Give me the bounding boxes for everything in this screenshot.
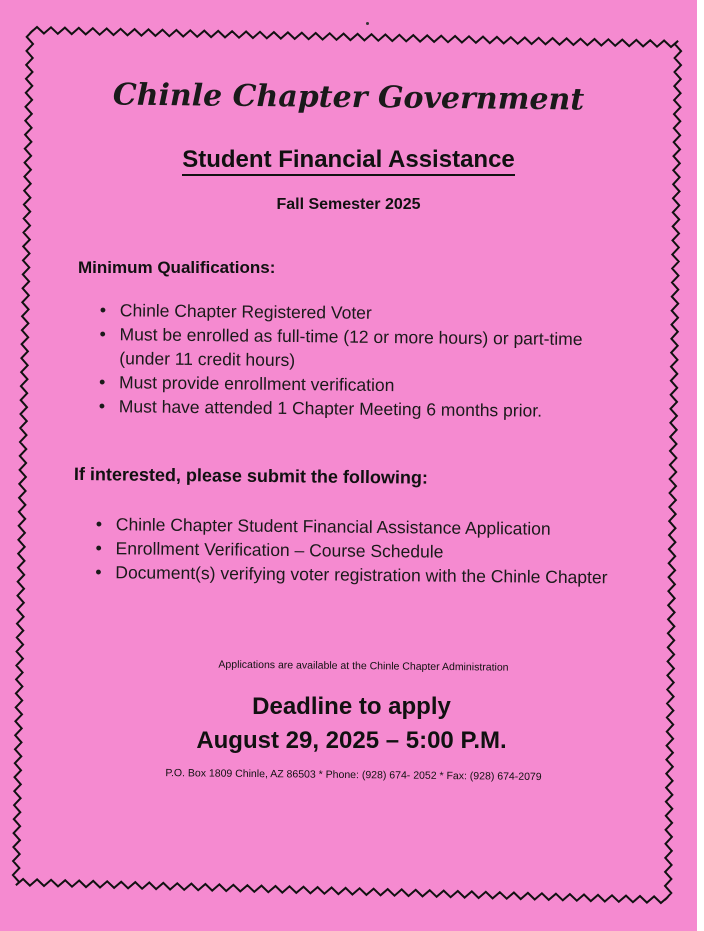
deadline-date: August 29, 2025 – 5:00 P.M.: [196, 727, 507, 754]
submission-list: [95, 512, 626, 590]
list-item: • Must be enrolled as full-time (12 or more hours) or part-time (under 11 credit hours): [99, 322, 619, 375]
list-item: • Must have attended 1 Chapter Meeting 6 months prior.: [99, 394, 619, 423]
contact-info: P.O. Box 1809 Chinle, AZ 86503 * Phone: (928) 674- 2052 * Fax: (928) 674-2079: [165, 767, 542, 784]
list-item: • Chinle Chapter Registered Voter: [100, 298, 620, 327]
submission-heading: If interested, please submit the following:: [73, 464, 429, 488]
flyer-subtitle: [0, 146, 697, 174]
list-item: • Must provide enrollment verification: [99, 370, 619, 399]
list-item: • Chinle Chapter Student Financial Assistance Application: [96, 512, 626, 542]
qualifications-list: [99, 298, 620, 423]
subtitle-text: Student Financial Assistance: [182, 146, 515, 176]
flyer-title: Chinle Chapter Government: [112, 77, 585, 118]
list-item: • Enrollment Verification – Course Schedule: [95, 536, 625, 566]
deadline-label: Deadline to apply: [252, 693, 451, 720]
qualifications-heading: Minimum Qualifications:: [78, 258, 276, 277]
availability-note: Applications are available at the Chinle Chapter Administration: [218, 658, 509, 674]
list-item: • Document(s) verifying voter registration with the Chinle Chapter: [95, 560, 625, 590]
semester-label: Fall Semester 2025: [276, 196, 421, 213]
